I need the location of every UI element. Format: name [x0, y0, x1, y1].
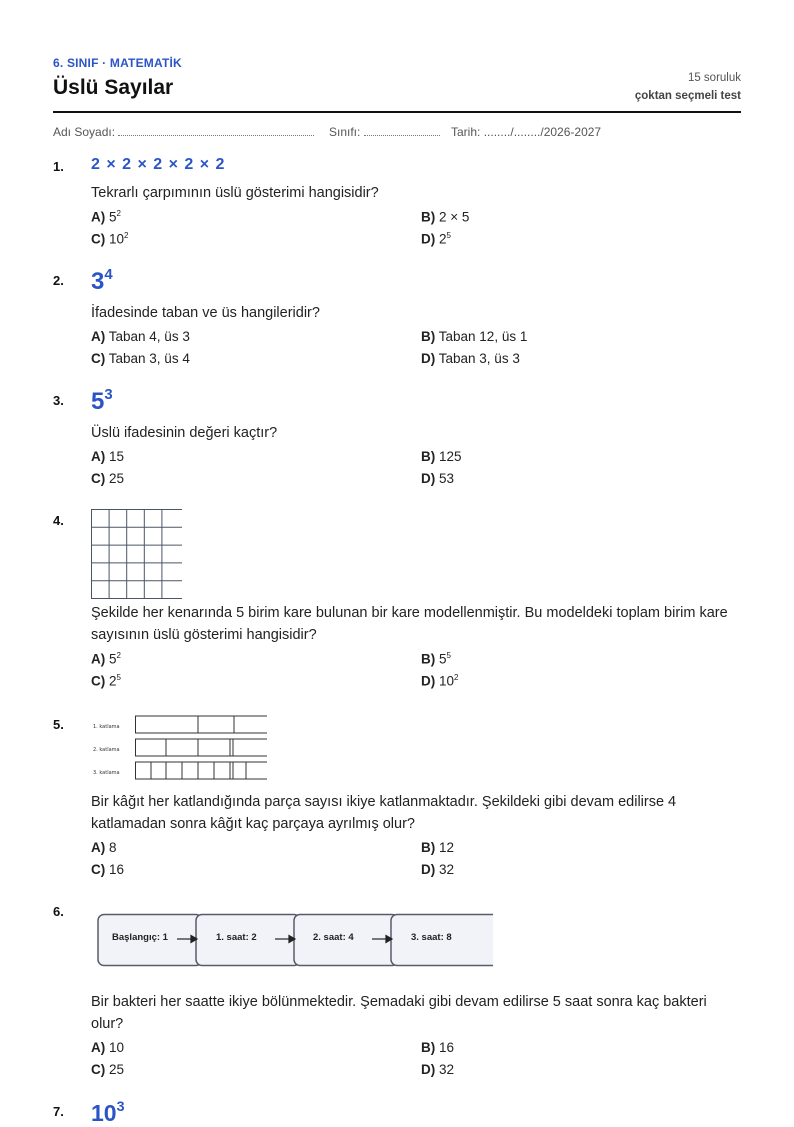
- option-b[interactable]: [421, 1040, 454, 1055]
- question-text: İfadesinde taban ve üs hangileridir?: [91, 305, 320, 321]
- fold-label-1: 1. katlama: [93, 724, 120, 730]
- option-text: Taban 4, üs 3: [108, 329, 190, 344]
- question-number: 3.: [53, 393, 64, 408]
- option-b[interactable]: [421, 651, 451, 667]
- option-text: 32: [439, 862, 455, 877]
- option-text: 15: [109, 449, 125, 464]
- option-text: 25: [109, 1062, 125, 1077]
- option-text: Taban 3, üs 4: [108, 351, 190, 366]
- option-exponent: 5: [446, 231, 451, 240]
- prompt-exponent: 3: [116, 1098, 125, 1115]
- option-letter: D): [421, 351, 436, 366]
- option-a[interactable]: [91, 1040, 124, 1055]
- option-letter: D): [421, 231, 436, 247]
- option-letter: A): [91, 209, 106, 225]
- option-exponent: 2: [116, 209, 121, 218]
- option-d[interactable]: [421, 1062, 454, 1077]
- option-letter: A): [91, 1040, 106, 1055]
- option-b[interactable]: [421, 449, 462, 464]
- fold-label-2: 2. katlama: [93, 747, 120, 753]
- option-text: 25: [109, 471, 125, 486]
- grade-subject-label: 6. SINIF · MATEMATİK: [53, 56, 182, 70]
- option-letter: C): [91, 862, 106, 877]
- paper-folding-figure: [91, 713, 267, 783]
- option-exponent: 2: [116, 651, 121, 660]
- option-a[interactable]: [91, 449, 124, 464]
- flow-step-1: Başlangıç: 1: [112, 932, 168, 943]
- option-base: 2 × 5: [439, 209, 470, 225]
- question-number: 5.: [53, 717, 64, 732]
- option-c[interactable]: [91, 862, 124, 877]
- option-letter: C): [91, 673, 106, 689]
- unit-square-grid: [91, 509, 183, 599]
- option-letter: A): [91, 840, 106, 855]
- date-field: [451, 125, 601, 139]
- question-text: Bir bakteri her saatte ikiye bölünmektedir. Şemadaki gibi devam edilirse 5 saat sonra kaç bakteri olur?: [91, 994, 707, 1032]
- option-base: 5: [439, 651, 447, 667]
- option-a[interactable]: [91, 651, 121, 667]
- option-text: 12: [439, 840, 455, 855]
- option-a[interactable]: [91, 209, 121, 225]
- option-a[interactable]: [91, 840, 117, 855]
- question-text: Şekilde her kenarında 5 birim kare bulunan bir kare modellenmiştir. Bu modeldeki toplam birim kare sayısının üslü gösterimi hangisidir?: [91, 605, 728, 643]
- option-base: 10: [109, 231, 125, 247]
- option-letter: B): [421, 651, 436, 667]
- option-text: 8: [109, 840, 117, 855]
- option-d[interactable]: [421, 471, 454, 486]
- option-d[interactable]: [421, 231, 451, 247]
- prompt-base: 5: [91, 388, 105, 415]
- flow-step-4: 3. saat: 8: [411, 932, 452, 943]
- question-prompt: [91, 388, 113, 416]
- option-a[interactable]: [91, 329, 190, 344]
- question-number: 6.: [53, 904, 64, 919]
- option-d[interactable]: [421, 673, 459, 689]
- question-text: Tekrarlı çarpımının üslü gösterimi hangisidir?: [91, 185, 379, 201]
- option-exponent: 5: [116, 673, 121, 682]
- option-exponent: 2: [124, 231, 129, 240]
- option-letter: B): [421, 449, 436, 464]
- option-letter: B): [421, 1040, 436, 1055]
- option-letter: D): [421, 862, 436, 877]
- name-field[interactable]: [53, 125, 314, 139]
- prompt-base: 3: [91, 268, 105, 295]
- option-text: 32: [439, 1062, 455, 1077]
- question-prompt: [91, 268, 113, 296]
- class-label: Sınıfı:: [329, 125, 361, 139]
- question-text: Üslü ifadesinin değeri kaçtır?: [91, 425, 278, 441]
- option-letter: B): [421, 209, 436, 225]
- flow-step-2: 1. saat: 2: [216, 932, 257, 943]
- option-letter: D): [421, 1062, 436, 1077]
- option-text: 53: [439, 471, 455, 486]
- date-label: Tarih:: [451, 125, 481, 139]
- option-c[interactable]: [91, 351, 190, 366]
- prompt-base: 10: [91, 1100, 117, 1126]
- name-label: Adı Soyadı:: [53, 125, 116, 139]
- question-prompt: 2 × 2 × 2 × 2 × 2: [91, 156, 226, 173]
- question-number: 1.: [53, 159, 64, 174]
- class-dots: [364, 125, 440, 136]
- option-letter: A): [91, 651, 106, 667]
- option-letter: A): [91, 449, 106, 464]
- option-letter: D): [421, 673, 436, 689]
- question-count: 15 soruluk: [687, 72, 741, 84]
- option-b[interactable]: [421, 209, 469, 225]
- fold-label-3: 3. katlama: [93, 770, 120, 776]
- option-d[interactable]: [421, 862, 454, 877]
- page-title: Üslü Sayılar: [53, 76, 174, 99]
- option-base: 5: [109, 209, 117, 225]
- option-b[interactable]: [421, 840, 454, 855]
- option-text: 16: [439, 1040, 455, 1055]
- option-letter: C): [91, 351, 106, 366]
- header-divider: [53, 111, 741, 113]
- option-c[interactable]: [91, 231, 129, 247]
- name-dots: [118, 125, 314, 136]
- class-field[interactable]: [329, 125, 440, 139]
- option-letter: C): [91, 471, 106, 486]
- option-letter: A): [91, 329, 106, 344]
- option-text: Taban 12, üs 1: [438, 329, 528, 344]
- option-text: 125: [439, 449, 462, 464]
- option-base: 10: [439, 673, 455, 689]
- option-exponent: 2: [454, 673, 459, 682]
- option-base: 2: [439, 231, 447, 247]
- option-c[interactable]: [91, 1062, 124, 1077]
- option-letter: D): [421, 471, 436, 486]
- option-base: 2: [109, 673, 117, 689]
- option-base: 5: [109, 651, 117, 667]
- option-text: 10: [109, 1040, 125, 1055]
- option-letter: C): [91, 1062, 106, 1077]
- test-type: çoktan seçmeli test: [634, 90, 741, 102]
- prompt-exponent: 3: [104, 386, 113, 403]
- option-letter: B): [421, 329, 436, 344]
- question-number: 2.: [53, 273, 64, 288]
- option-text: Taban 3, üs 3: [438, 351, 520, 366]
- option-letter: C): [91, 231, 106, 247]
- option-letter: B): [421, 840, 436, 855]
- option-d[interactable]: [421, 351, 520, 366]
- question-number: 4.: [53, 513, 64, 528]
- option-c[interactable]: [91, 471, 124, 486]
- flow-step-3: 2. saat: 4: [313, 932, 354, 943]
- question-text: Bir kâğıt her katlandığında parça sayısı ikiye katlanmaktadır. Şekildeki gibi devam edilirse 4 katlamadan sonra kâğıt kaç parçaya ayrılmış olur?: [91, 794, 677, 832]
- date-value: ......../......../2026-2027: [483, 125, 602, 139]
- option-c[interactable]: [91, 673, 121, 689]
- option-text: 16: [109, 862, 125, 877]
- option-exponent: 5: [446, 651, 451, 660]
- question-number: 7.: [53, 1104, 64, 1119]
- prompt-exponent: 4: [104, 266, 113, 283]
- option-b[interactable]: [421, 329, 527, 344]
